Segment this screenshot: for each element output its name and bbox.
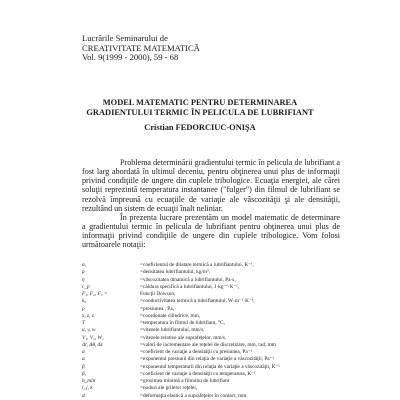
notation-row [82, 335, 340, 342]
notation-row [82, 291, 340, 298]
notation-row [82, 306, 340, 313]
notation-row [82, 349, 340, 356]
notation-symbol: x, z, z [82, 312, 94, 319]
notation-description: =conductivitatea termică a lubrifiantului, W·m⁻¹·K⁻¹, [140, 298, 255, 305]
notation-description: =coeficientul de dilatare termică a lubrifiantului, K⁻¹, [140, 262, 254, 268]
notation-row [82, 313, 340, 320]
notation-description: =coeficient de variaţie a densităţii cu presiunea, Pa⁻¹ [140, 349, 253, 355]
notation-description: =coordonate cilindrice, mm, [140, 312, 201, 319]
notation-symbol: i, j, k [82, 385, 93, 392]
notation-row [82, 342, 340, 349]
notation-symbol: k₀ [82, 298, 87, 305]
notation-description: =valori de incrementare ale reţelei de discretizare, mm, rad, mm [140, 341, 276, 348]
notation-symbol: c_p [82, 283, 90, 290]
body-text [82, 158, 340, 250]
paper-title [0, 98, 400, 118]
notation-description: =grosimea minimă a filmului de lubrifiant [140, 378, 230, 384]
notation-description: =noduri ale grilelor reţelei, [140, 385, 198, 392]
notation-description: =exponentul temperaturii din relaţia de variaţie a vâscozităţii, K⁻¹ [140, 363, 280, 370]
notation-symbol: V₁, V₂, W₁ [82, 334, 104, 341]
notation-symbol: β₁ [82, 370, 87, 377]
notation-symbol: d [82, 392, 85, 399]
notation-row [82, 393, 340, 400]
journal-header-line2: CREATIVITATE MATEMATICĂ [82, 42, 200, 53]
notation-row [82, 269, 340, 276]
notation-description: =exponentul presiunii din relaţia de variaţie a vâscozităţii, Pa⁻¹ [140, 356, 275, 363]
notation-symbol: Δr, Δθ, Δz [82, 341, 103, 348]
notation-description: =căldura specifică a lubrifiantului, J·kg⁻¹·K⁻¹, [140, 283, 240, 290]
notation-description: =coeficient de variaţie a densităţii cu temperatura, K⁻¹ [140, 370, 256, 377]
paragraph-1: Problema determinării gradientului termic în pelicula de lubrifiant a fost larg abordată în ultimul deceniu, pentru obţinerea unui plus de informaţii privind condiţiile de ungere din cuplele tribologice. Ecuaţia energiei, ale cărei soluţii reprezintă temperatura instantanee ("fulger") din filmul de lubrifiant se rezolvă împreună cu ecuaţiile de variaţie ale vâscozităţii şi ale densităţii, rezultând un sistem de ecuaţii înalt neliniar. [82, 158, 340, 213]
notation-description: =vitezele lubrifiantului, mm/s, [140, 327, 205, 334]
notation-symbol: u, v, w [82, 327, 96, 334]
notation-symbol: α [82, 349, 85, 355]
notation-row [82, 378, 340, 385]
notation-description: =vâscozitatea dinamică a lubrifiantului, Pa·s, [140, 276, 236, 283]
notation-description: =presiunea , Pa, [140, 305, 174, 312]
notation-symbol: β [82, 363, 85, 370]
notation-symbol: η [82, 276, 85, 283]
notation-description: =deformaţia elastică a suprafeţelor în contact, mm [140, 392, 247, 399]
notation-list [82, 262, 340, 400]
notation-row [82, 327, 340, 334]
paper-title-line1: MODEL MATEMATIC PENTRU DETERMINAREA [102, 98, 298, 107]
notation-row [82, 320, 340, 327]
journal-header [82, 34, 200, 63]
notation-symbol: p [82, 305, 85, 312]
notation-symbol: α [82, 356, 85, 363]
notation-symbol: F₁, F₂, F₃ = [82, 291, 108, 297]
notation-row [82, 277, 340, 284]
notation-row [82, 364, 340, 371]
notation-description: =densitatea lubrifiantului, kg/m³, [140, 269, 210, 276]
notation-row [82, 298, 340, 305]
notation-row [82, 371, 340, 378]
journal-header-line1: Lucrările Seminarului de [82, 33, 168, 43]
notation-symbol: T [82, 320, 85, 326]
notation-description: Funcţii Dowson, [140, 291, 176, 297]
notation-symbol: h_min [82, 378, 96, 384]
journal-header-line3: Vol. 9(1999 - 2000), 59 - 68 [82, 52, 179, 63]
paragraph-2: În prezenta lucrare prezentăm un model matematic de determinare a gradientului termic în pelicula de lubrifiant pentru obţinerea unui plus de informaţii privind condiţiile de ungere din cuplele tribologice. Vom folosi următoarele notaţii: [82, 212, 340, 250]
notation-row [82, 284, 340, 291]
paper-author: Cristian FEDORCIUC-ONIŞA [144, 123, 256, 132]
notation-symbol: ρ [82, 269, 85, 276]
paper-title-line2: GRADIENTULUI TERMIC ÎN PELICULA DE LUBRIFIANT [86, 108, 314, 117]
notation-description: =temperatura în filmul de lubrifiant, °C, [140, 320, 225, 326]
notation-row [82, 356, 340, 363]
notation-row [82, 385, 340, 392]
notation-description: =vitezele relative ale suprafeţelor, mm/s, [140, 334, 227, 341]
notation-symbol: α₁ [82, 262, 87, 268]
notation-row [82, 262, 340, 269]
